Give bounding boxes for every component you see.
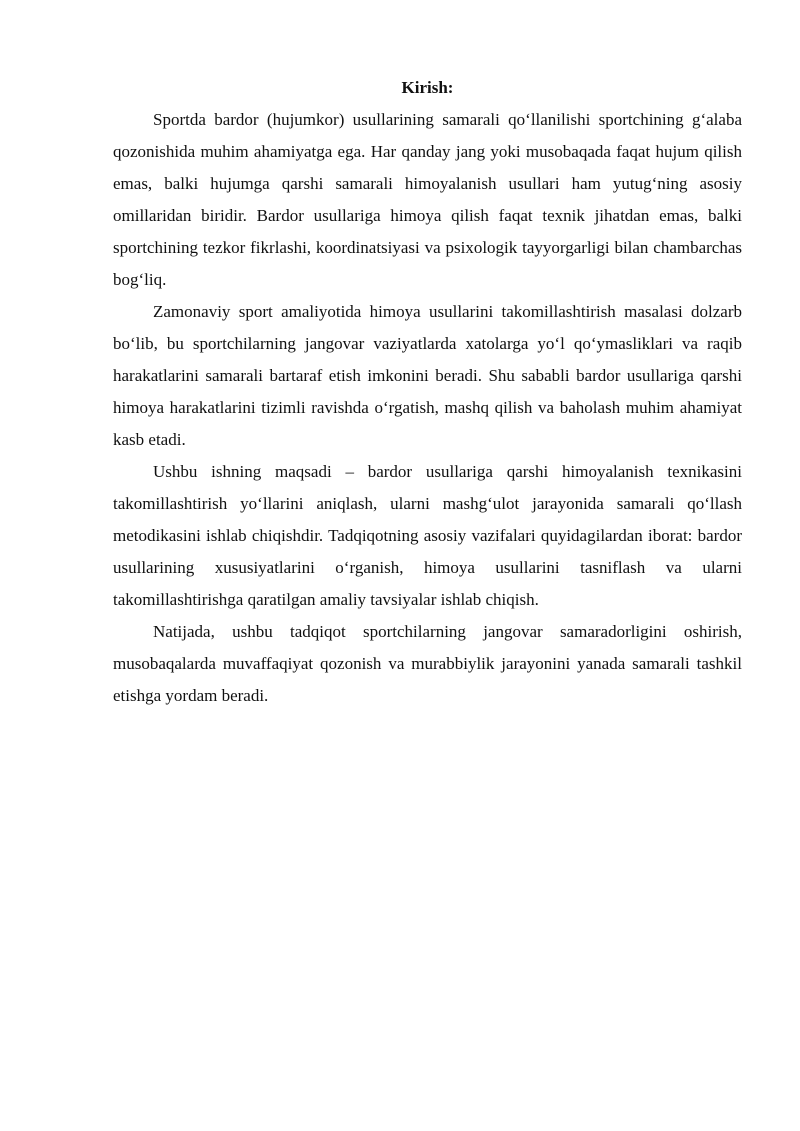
paragraph-1: Sportda bardor (hujumkor) usullarining samarali qo‘llanilishi sportchining g‘alaba qozonishida muhim ahamiyatga ega. Har qanday jang yoki musobaqada faqat hujum qilish emas, balki hujumga qarshi samarali himoyalanish usullari ham yutug‘ning asosiy omillaridan biridir. Bardor usullariga himoya qilish faqat texnik jihatdan emas, balki sportchining tezkor fikrlashi, koordinatsiyasi va psixologik tayyorgarligi bilan chambarchas bog‘liq. — [113, 110, 742, 289]
paragraph-3: Ushbu ishning maqsadi – bardor usullariga qarshi himoyalanish texnikasini takomillashtirish yo‘llarini aniqlash, ularni mashg‘ulot jarayonida samarali qo‘llash metodikasini ishlab chiqishdir. Tadqiqotning asosiy vazifalari quyidagilardan iborat: bardor usullarining xususiyatlarini o‘rganish, himoya usullarini tasniflash va ularni takomillashtirishga qaratilgan amaliy tavsiyalar ishlab chiqish. — [113, 462, 742, 609]
paragraph-4: Natijada, ushbu tadqiqot sportchilarning jangovar samaradorligini oshirish, musobaqalarda muvaffaqiyat qozonish va murabbiylik jarayonini yanada samarali tashkil etishga yordam beradi. — [113, 622, 742, 705]
section-title: Kirish: — [401, 78, 454, 97]
paragraph-2: Zamonaviy sport amaliyotida himoya usullarini takomillashtirish masalasi dolzarb bo‘lib, bu sportchilarning jangovar vaziyatlarda xatolarga yo‘l qo‘ymasliklari va raqib harakatlarini samarali bartaraf etish imkonini beradi. Shu sababli bardor usullariga qarshi himoya harakatlarini tizimli ravishda o‘rgatish, mashq qilish va baholash muhim ahamiyat kasb etadi. — [113, 302, 742, 449]
document-body — [113, 72, 742, 712]
